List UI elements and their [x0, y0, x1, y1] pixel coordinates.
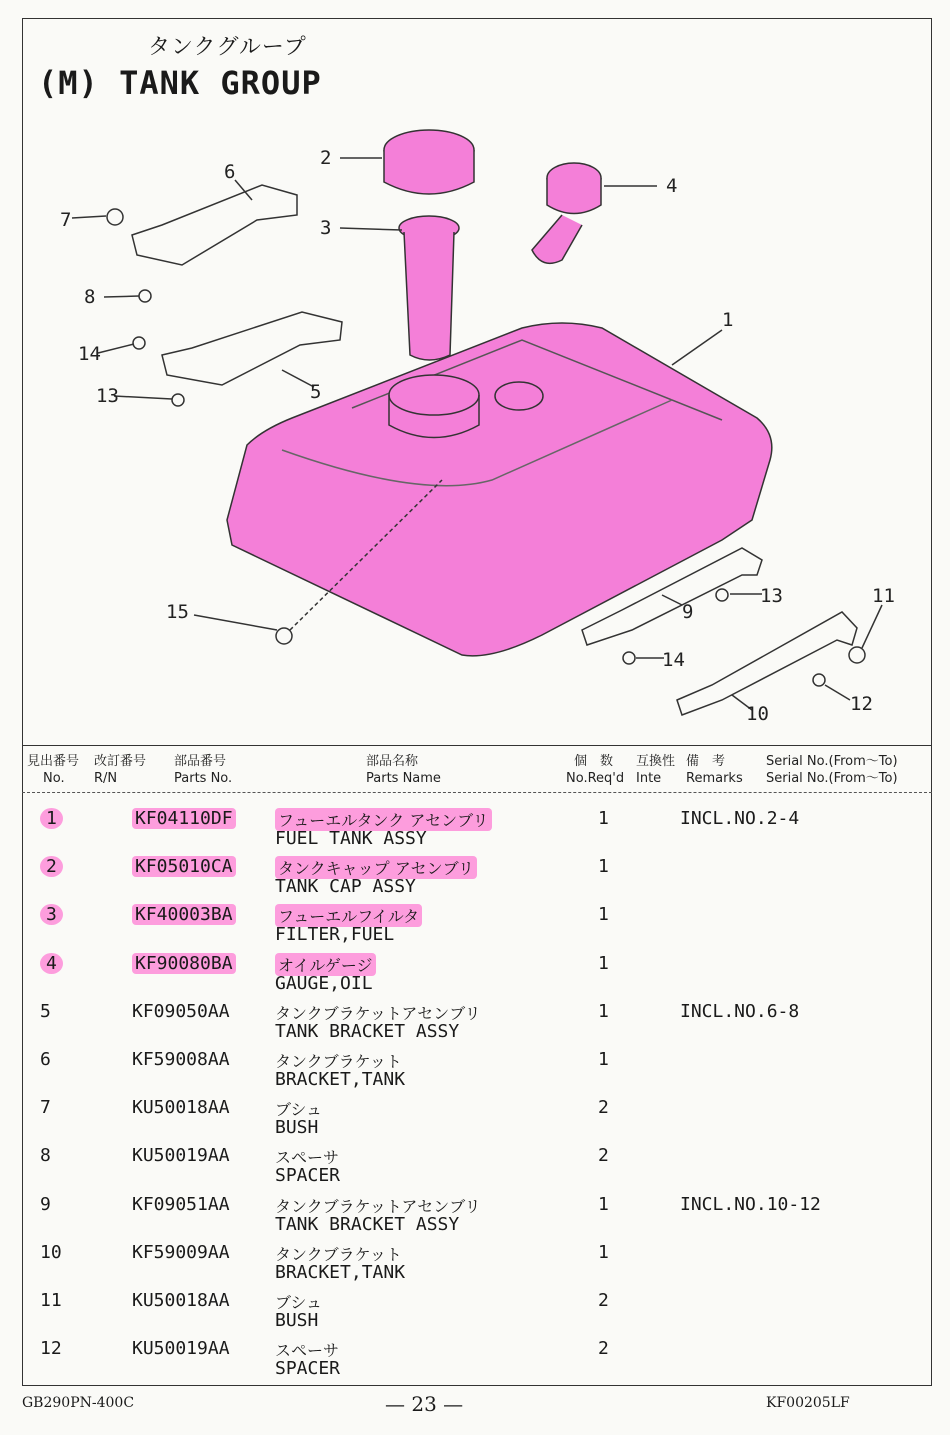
row-name-en: BUSH	[275, 1310, 319, 1331]
header-remarks: 備 考 Remarks	[686, 754, 743, 786]
table-top-rule	[22, 745, 932, 746]
footer-page-number: — 23 —	[385, 1392, 464, 1416]
row-remarks: INCL.NO.2-4	[680, 808, 800, 829]
row-name-jp: フューエルフイルタ	[275, 904, 422, 927]
table-row	[22, 848, 932, 896]
row-qty: 2	[598, 1290, 609, 1311]
row-qty: 2	[598, 1145, 609, 1167]
callout-13b: 13	[760, 585, 783, 607]
table-row	[22, 896, 932, 944]
row-number: 12	[40, 1338, 62, 1360]
row-part-no: KF59008AA	[132, 1049, 230, 1070]
row-number: 10	[40, 1241, 62, 1263]
callout-8: 8	[84, 286, 96, 308]
row-qty: 1	[598, 952, 609, 974]
row-number: 7	[40, 1097, 51, 1119]
callout-10: 10	[746, 703, 769, 725]
table-row	[22, 1234, 932, 1282]
row-remarks: INCL.NO.6-8	[680, 1000, 800, 1022]
row-qty: 2	[598, 1338, 609, 1360]
row-number: 6	[40, 1049, 51, 1070]
row-number: 8	[40, 1145, 51, 1167]
row-part-no: KF05010CA	[132, 856, 236, 877]
header-inte: 互換性 Inte	[636, 754, 676, 786]
header-part-no: 部品番号 Parts No.	[174, 754, 233, 786]
header-divider	[22, 792, 932, 793]
row-name-jp: スペーサ	[275, 1148, 340, 1168]
exploded-diagram	[22, 100, 932, 730]
header-qty: 個 数 No.Req'd	[566, 754, 625, 786]
row-qty: 1	[598, 1193, 609, 1215]
row-name-jp: タンクブラケット	[275, 1244, 402, 1264]
callout-15: 15	[166, 601, 189, 623]
row-part-no: KF59009AA	[132, 1241, 230, 1263]
table-row	[22, 1282, 932, 1330]
row-name-jp: フューエルタンク アセンブリ	[275, 808, 492, 831]
row-qty: 1	[598, 1049, 609, 1070]
row-part-no: KF04110DF	[132, 808, 236, 829]
table-row	[22, 945, 932, 993]
row-number: 4	[40, 953, 63, 974]
row-name-en: FILTER,FUEL	[275, 924, 395, 946]
callout-3: 3	[320, 217, 332, 239]
table-row	[22, 800, 932, 848]
row-name-en: TANK BRACKET ASSY	[275, 1020, 460, 1042]
row-name-jp: オイルゲージ	[275, 953, 376, 976]
row-name-jp: タンクキャップ アセンブリ	[275, 856, 477, 879]
table-row	[22, 1089, 932, 1137]
table-row	[22, 1041, 932, 1089]
callout-7: 7	[60, 209, 72, 231]
row-name-jp: タンクブラケットアセンブリ	[275, 1196, 481, 1216]
row-number: 9	[40, 1193, 51, 1215]
row-part-no: KF40003BA	[132, 904, 236, 925]
callout-14b: 14	[662, 649, 685, 671]
table-row	[22, 993, 932, 1041]
table-row	[22, 1186, 932, 1234]
callout-9: 9	[682, 601, 694, 623]
row-number: 1	[40, 808, 63, 829]
row-name-jp: ブシュ	[275, 1100, 323, 1120]
row-part-no: KF09051AA	[132, 1193, 230, 1215]
table-row	[22, 1137, 932, 1185]
row-name-en: BUSH	[275, 1117, 319, 1139]
callout-4: 4	[666, 175, 678, 197]
title-japanese: タンクグループ	[148, 35, 307, 60]
row-name-en: TANK CAP ASSY	[275, 876, 416, 898]
header-part-name: 部品名称 Parts Name	[366, 754, 441, 786]
row-name-en: TANK BRACKET ASSY	[275, 1213, 460, 1235]
footer-code: KF00205LF	[766, 1395, 850, 1411]
callout-1: 1	[722, 309, 734, 331]
row-name-en: BRACKET,TANK	[275, 1069, 406, 1090]
callout-14a: 14	[78, 343, 101, 365]
callout-2: 2	[320, 147, 332, 169]
callout-6: 6	[224, 161, 236, 183]
row-remarks: INCL.NO.10-12	[680, 1193, 821, 1215]
callout-12: 12	[850, 693, 873, 715]
page-number: 23	[411, 1392, 437, 1416]
row-qty: 1	[598, 1241, 609, 1263]
row-name-en: GAUGE,OIL	[275, 972, 373, 994]
row-name-en: SPACER	[275, 1165, 341, 1187]
row-number: 2	[40, 856, 63, 877]
callout-5: 5	[310, 381, 322, 403]
row-part-no: KF09050AA	[132, 1000, 230, 1022]
row-part-no: KF90080BA	[132, 953, 236, 974]
footer-model: GB290PN-400C	[22, 1395, 135, 1411]
row-qty: 2	[598, 1097, 609, 1119]
table-row	[22, 1330, 932, 1378]
callout-13a: 13	[96, 385, 119, 407]
title-english: (M) TANK GROUP	[38, 64, 322, 102]
row-name-jp: タンクブラケットアセンブリ	[275, 1003, 481, 1023]
row-name-jp: ブシュ	[275, 1293, 323, 1312]
row-number: 5	[40, 1000, 51, 1022]
row-part-no: KU50019AA	[132, 1145, 230, 1167]
row-qty: 1	[598, 904, 609, 926]
row-qty: 1	[598, 808, 609, 829]
row-name-jp: スペーサ	[275, 1341, 340, 1361]
header-rn: 改訂番号 R/N	[94, 754, 147, 786]
row-number: 3	[40, 904, 63, 925]
row-part-no: KU50018AA	[132, 1290, 230, 1311]
row-name-en: BRACKET,TANK	[275, 1261, 406, 1283]
row-part-no: KU50019AA	[132, 1338, 230, 1360]
row-name-jp: タンクブラケット	[275, 1052, 402, 1071]
row-number: 11	[40, 1290, 62, 1311]
row-name-en: SPACER	[275, 1358, 341, 1380]
callout-11: 11	[872, 585, 895, 607]
row-qty: 1	[598, 856, 609, 878]
row-part-no: KU50018AA	[132, 1097, 230, 1119]
header-serial: Serial No.(From～To) Serial No.(From～To)	[766, 754, 898, 786]
header-no: 見出番号 No.	[27, 754, 80, 786]
table-bottom-rule	[22, 1385, 932, 1386]
row-qty: 1	[598, 1000, 609, 1022]
row-name-en: FUEL TANK ASSY	[275, 828, 427, 849]
